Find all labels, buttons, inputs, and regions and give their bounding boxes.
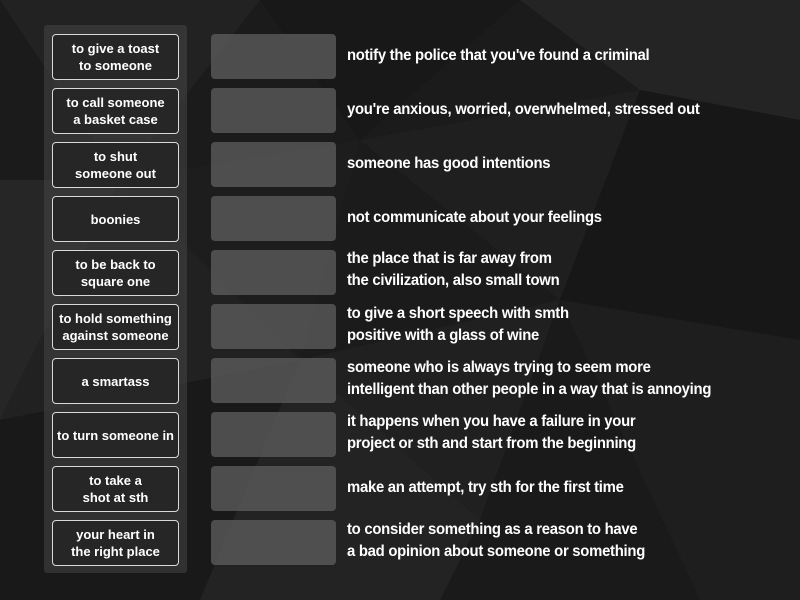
term-card[interactable]: to shut someone out <box>52 142 179 188</box>
answer-drop-slot[interactable] <box>211 466 336 511</box>
term-card[interactable]: a smartass <box>52 358 179 404</box>
definition-text: you're anxious, worried, overwhelmed, stressed out <box>347 101 700 118</box>
definition-text: not communicate about your feelings <box>347 209 602 226</box>
definition-text: someone has good intentions <box>347 155 551 172</box>
term-card[interactable]: boonies <box>52 196 179 242</box>
answer-drop-slot[interactable] <box>211 520 336 565</box>
answer-drop-slot[interactable] <box>211 412 336 457</box>
term-card[interactable]: to be back to square one <box>52 250 179 296</box>
term-card[interactable]: your heart in the right place <box>52 520 179 566</box>
answer-drop-slot[interactable] <box>211 250 336 295</box>
answer-drop-slot[interactable] <box>211 88 336 133</box>
answer-drop-slot[interactable] <box>211 304 336 349</box>
term-card[interactable]: to turn someone in <box>52 412 179 458</box>
term-card[interactable]: to call someone a basket case <box>52 88 179 134</box>
term-card[interactable]: to give a toast to someone <box>52 34 179 80</box>
definition-text: to give a short speech with smth positive with a glass of wine <box>347 305 569 344</box>
answer-drop-slot[interactable] <box>211 34 336 79</box>
definition-text: notify the police that you've found a criminal <box>347 47 650 64</box>
definition-text: to consider something as a reason to have a bad opinion about someone or something <box>347 521 646 560</box>
term-card[interactable]: to take a shot at sth <box>52 466 179 512</box>
definition-text: make an attempt, try sth for the first time <box>347 479 624 496</box>
definition-text: it happens when you have a failure in your project or sth and start from the beginning <box>347 413 636 452</box>
answer-drop-slot[interactable] <box>211 196 336 241</box>
answer-drop-slot[interactable] <box>211 358 336 403</box>
definition-text: someone who is always trying to seem more intelligent than other people in a way that is annoying <box>347 359 712 398</box>
definition-text: the place that is far away from the civilization, also small town <box>347 250 560 289</box>
answer-drop-slot[interactable] <box>211 142 336 187</box>
term-card[interactable]: to hold something against someone <box>52 304 179 350</box>
